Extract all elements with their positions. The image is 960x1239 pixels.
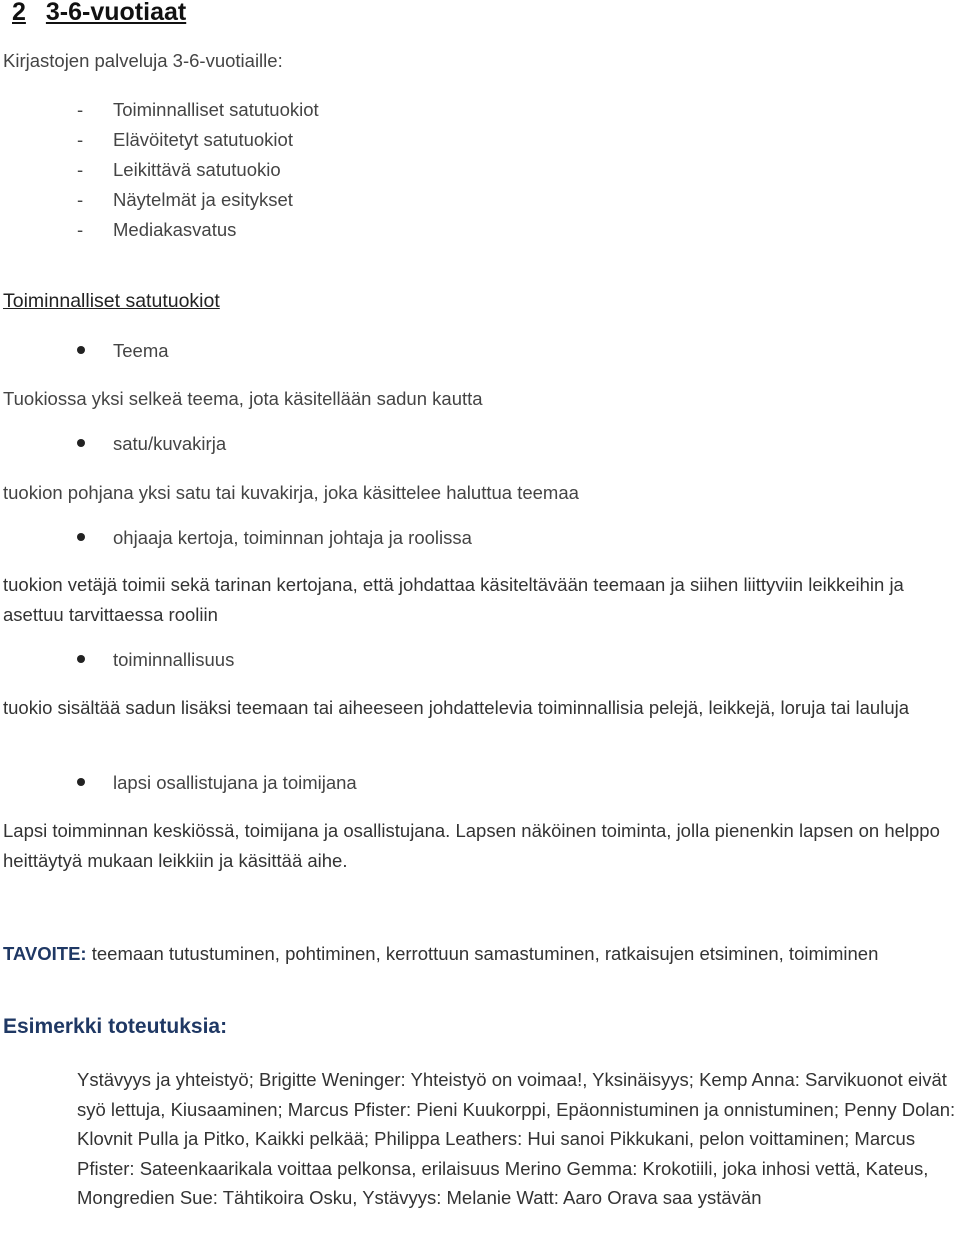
bullet-description: Lapsi toimminnan keskiössä, toimijana ja osallistujana. Lapsen näköinen toiminta, jolla pienenkin lapsen on helppo heittäytyä mukaan leikkiin ja käsittää aihe. [3,820,940,871]
bullet-description: Tuokiossa yksi selkeä teema, jota käsitellään sadun kautta [3,388,483,409]
section-heading [12,0,186,27]
bullet-item: toiminnallisuus [77,649,234,671]
subsection-title: Toiminnalliset satutuokiot [3,290,220,312]
list-item: - Elävöitetyt satutuokiot [77,129,293,150]
bullet-description: tuokion pohjana yksi satu tai kuvakirja, joka käsittelee haluttua teemaa [3,482,579,503]
bullet-dot-icon [77,346,85,354]
list-item: - Toiminnalliset satutuokiot [77,99,319,120]
heading-title: 3-6-vuotiaat [45,0,187,26]
bullet-dot-icon [77,533,85,541]
bullet-item: ohjaaja kertoja, toiminnan johtaja ja roolissa [77,527,472,549]
examples-paragraph: Ystävyys ja yhteistyö; Brigitte Weninger: Yhteistyö on voimaa!, Yksinäisyys; Kemp Anna: Sarvikuonot eivät syö lettuja, Kiusaaminen; Marcus Pfister: Pieni Kuukorppi, Epäonnistuminen ja onnistuminen; Penny Dolan: Klovnit Pulla ja Pitko, Kaikki pelkää; Philippa Leathers: Hui sanoi Pikkukani, pelon voittaminen; Marcus Pfister: Sateenkaarikala voittaa pelkonsa, erilaisuus Merino Gemma: Krokotiili, joka inhosi vettä, Kateus, Mongredien Sue: Tähtikoira Osku, Ystävyys: Melanie Watt: Aaro Orava saa ystävän [77,1069,956,1208]
bullet-description: tuokion vetäjä toimii sekä tarinan kertojana, että johdattaa käsiteltävään teemaan ja siihen liittyviin leikkeihin ja asettuu tarvittaessa rooliin [3,574,904,625]
services-list [77,95,319,245]
examples-title: Esimerkki toteutuksia: [3,1015,228,1038]
goal-paragraph [3,939,955,969]
bullet-dot-icon [77,439,85,447]
bullet-item: satu/kuvakirja [77,433,226,455]
bullet-item: lapsi osallistujana ja toimijana [77,772,357,794]
list-item: - Leikittävä satutuokio [77,159,281,180]
list-item: - Näytelmät ja esitykset [77,189,293,210]
heading-number: 2 [12,0,26,26]
goal-label: TAVOITE: [3,943,87,964]
goal-text: teemaan tutustuminen, pohtiminen, kerrottuun samastuminen, ratkaisujen etsiminen, toimiminen [86,943,879,964]
bullet-description: tuokio sisältää sadun lisäksi teemaan tai aiheeseen johdattelevia toiminnallisia pelejä, leikkejä, loruja tai lauluja [3,697,910,718]
bullet-item: Teema [77,340,169,362]
bullet-dot-icon [77,655,85,663]
bullet-dot-icon [77,778,85,786]
list-item: - Mediakasvatus [77,219,237,240]
intro-text: Kirjastojen palveluja 3-6-vuotiaille: [3,50,283,71]
